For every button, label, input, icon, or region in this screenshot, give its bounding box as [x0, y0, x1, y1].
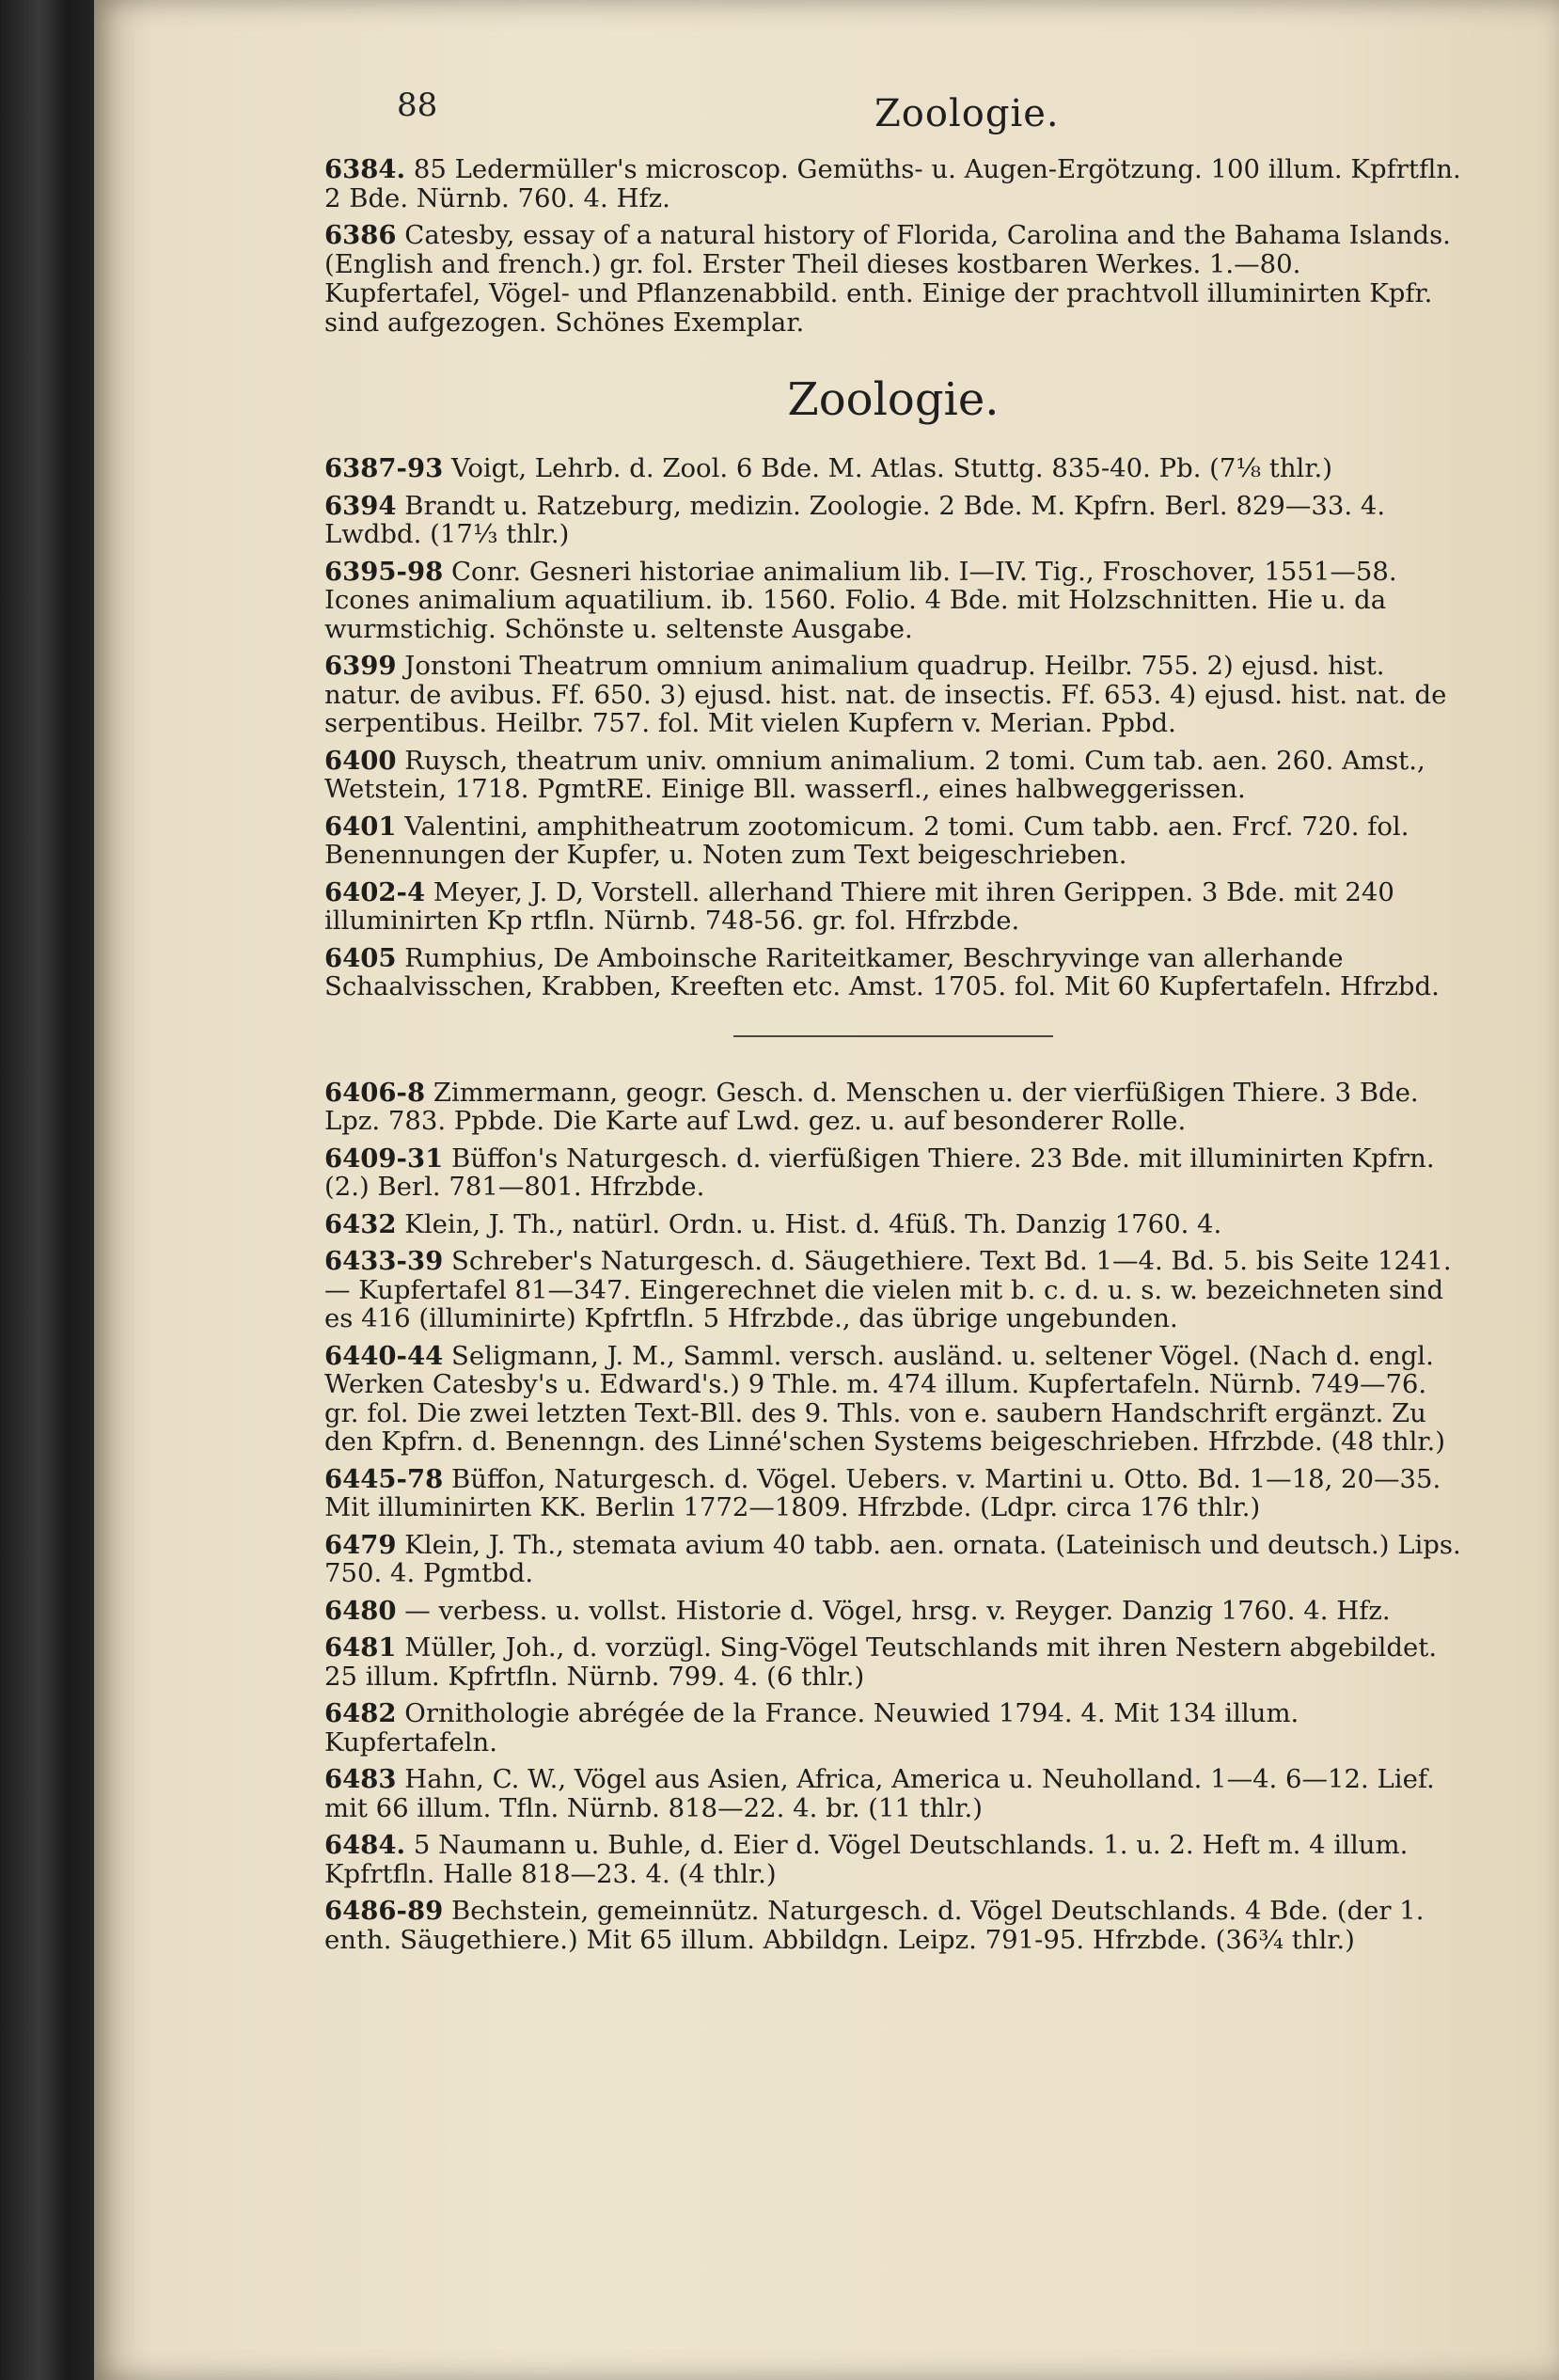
page-header	[301, 87, 1514, 143]
catalog-entry	[324, 1699, 1462, 1757]
entry-text: Valentini, amphitheatrum zootomicum. 2 tomi. Cum tabb. aen. Frcf. 720. fol. Benennungen der Kupfer, u. Noten zum Text beigeschrieben.	[324, 811, 1409, 870]
entry-number: 6480	[324, 1595, 397, 1626]
catalog-entry	[324, 1210, 1462, 1239]
section-title: Zoologie.	[787, 373, 1000, 426]
catalog-entry	[324, 155, 1462, 213]
entries-block-b	[324, 454, 1462, 1001]
catalog-entry	[324, 558, 1462, 644]
page-number: 88	[397, 87, 438, 124]
entry-text: Hahn, C. W., Vögel aus Asien, Africa, America u. Neuholland. 1—4. 6—12. Lief. mit 66 illum. Tfln. Nürnb. 818—22. 4. br. (11 thlr.)	[324, 1764, 1435, 1823]
catalog-entry	[324, 652, 1462, 738]
entry-number: 6483	[324, 1764, 397, 1794]
catalog-entry	[324, 878, 1462, 936]
entry-number: 6384.	[324, 154, 406, 184]
catalog-entry	[324, 944, 1462, 1001]
entry-number: 6394	[324, 490, 397, 521]
entry-number: 6402-4	[324, 876, 426, 907]
catalog-entry	[324, 1531, 1462, 1588]
catalog-entry	[324, 1079, 1462, 1136]
entry-text: 85 Ledermüller's microscop. Gemüths- u. Augen-Ergötzung. 100 illum. Kpfrtfln. 2 Bde. Nürnb. 760. 4. Hfz.	[324, 154, 1461, 213]
entry-number: 6399	[324, 651, 397, 681]
entry-number: 6484.	[324, 1830, 406, 1860]
catalog-entry	[324, 747, 1462, 804]
entry-number: 6400	[324, 745, 397, 776]
catalog-entry	[324, 221, 1462, 338]
entry-number: 6479	[324, 1529, 397, 1560]
entry-text: Bechstein, gemeinnütz. Naturgesch. d. Vögel Deutschlands. 4 Bde. (der 1. enth. Säugethiere.) Mit 65 illum. Abbildgn. Leipz. 791-95. Hfrzbde. (36¾ thlr.)	[324, 1896, 1425, 1955]
section-divider	[733, 1035, 1053, 1037]
catalog-entry	[324, 1465, 1462, 1522]
entry-text: Seligmann, J. M., Samml. versch. ausländ. u. seltener Vögel. (Nach d. engl. Werken Catesby's u. Edward's.) 9 Thle. m. 474 illum. Kupfertafeln. Nürnb. 749—76. gr. fol. Die zwei letzten Text-Bll. des 9. Thls. von e. saubern Handschrift ergänzt. Zu den Kpfrn. d. Benenngn. des Linné'schen Systems beigeschrieben. Hfrzbde. (48 thlr.)	[324, 1340, 1445, 1457]
entry-number: 6401	[324, 811, 397, 842]
entry-text: Müller, Joh., d. vorzügl. Sing-Vögel Teutschlands mit ihren Nestern abgebildet. 25 illum. Kpfrtfln. Nürnb. 799. 4. (6 thlr.)	[324, 1632, 1438, 1692]
catalog-entry	[324, 1144, 1462, 1202]
catalog-entry	[324, 1597, 1462, 1626]
entry-text: 5 Naumann u. Buhle, d. Eier d. Vögel Deutschlands. 1. u. 2. Heft m. 4 illum. Kpfrtfln. Halle 818—23. 4. (4 thlr.)	[324, 1830, 1409, 1889]
entry-text: Jonstoni Theatrum omnium animalium quadrup. Heilbr. 755. 2) ejusd. hist. natur. de avibus. Ff. 650. 3) ejusd. hist. nat. de insectis. Ff. 653. 4) ejusd. hist. nat. de serpentibus. Heilbr. 757. fol. Mit vielen Kupfern v. Merian. Ppbd.	[324, 651, 1447, 738]
catalog-entry	[324, 1897, 1462, 1954]
entry-number: 6406-8	[324, 1077, 426, 1108]
catalog-content	[324, 155, 1462, 1962]
entry-number: 6482	[324, 1698, 397, 1728]
entry-number: 6395-98	[324, 556, 444, 587]
entry-text: Ornithologie abrégée de la France. Neuwied 1794. 4. Mit 134 illum. Kupfertafeln.	[324, 1698, 1299, 1757]
entries-block-c	[324, 1079, 1462, 1955]
entry-text: — verbess. u. vollst. Historie d. Vögel, hrsg. v. Reyger. Danzig 1760. 4. Hfz.	[404, 1595, 1391, 1626]
catalog-entry	[324, 1342, 1462, 1457]
entry-text: Brandt u. Ratzeburg, medizin. Zoologie. 2 Bde. M. Kpfrn. Berl. 829—33. 4. Lwdbd. (17⅓ thlr.)	[324, 490, 1386, 549]
entries-block-a	[324, 155, 1462, 338]
entry-number: 6386	[324, 220, 397, 250]
entry-text: Schreber's Naturgesch. d. Säugethiere. Text Bd. 1—4. Bd. 5. bis Seite 1241. — Kupfertafel 81—347. Eingerechnet die vielen mit b. c. d. u. s. w. bezeichneten sind es 416 (illuminirte) Kpfrtfln. 5 Hfrzbde., das übrige ungebunden.	[324, 1246, 1452, 1333]
entry-text: Zimmermann, geogr. Gesch. d. Menschen u. der vierfüßigen Thiere. 3 Bde. Lpz. 783. Ppbde. Die Karte auf Lwd. gez. u. auf besonderer Rolle.	[324, 1077, 1419, 1136]
entry-text: Meyer, J. D, Vorstell. allerhand Thiere mit ihren Gerippen. 3 Bde. mit 240 illuminirten Kp rtfln. Nürnb. 748-56. gr. fol. Hfrzbde.	[324, 876, 1394, 936]
catalog-entry	[324, 1247, 1462, 1333]
catalog-entry	[324, 1831, 1462, 1888]
entry-text: Voigt, Lehrb. d. Zool. 6 Bde. M. Atlas. Stuttg. 835-40. Pb. (7⅛ thlr.)	[450, 453, 1332, 483]
entry-number: 6486-89	[324, 1896, 444, 1926]
running-title: Zoologie.	[874, 92, 1060, 135]
entry-number: 6432	[324, 1208, 397, 1239]
entry-number: 6481	[324, 1632, 397, 1663]
entry-number: 6405	[324, 942, 397, 973]
entry-text: Büffon's Naturgesch. d. vierfüßigen Thiere. 23 Bde. mit illuminirten Kpfrn. (2.) Berl. 781—801. Hfrzbde.	[324, 1143, 1435, 1202]
entry-number: 6445-78	[324, 1463, 444, 1494]
entry-number: 6409-31	[324, 1143, 444, 1174]
entry-text: Rumphius, De Amboinsche Rariteitkamer, Beschryvinge van allerhande Schaalvisschen, Krabben, Kreeften etc. Amst. 1705. fol. Mit 60 Kupfertafeln. Hfrzbd.	[324, 942, 1440, 1001]
catalog-entry	[324, 812, 1462, 870]
entry-text: Klein, J. Th., natürl. Ordn. u. Hist. d. 4füß. Th. Danzig 1760. 4.	[404, 1208, 1222, 1239]
entry-text: Büffon, Naturgesch. d. Vögel. Uebers. v. Martini u. Otto. Bd. 1—18, 20—35. Mit illuminirten KK. Berlin 1772—1809. Hfrzbde. (Ldpr. circa 176 thlr.)	[324, 1463, 1441, 1522]
entry-text: Conr. Gesneri historiae animalium lib. I—IV. Tig., Froschover, 1551—58. Icones animalium aquatilium. ib. 1560. Folio. 4 Bde. mit Holzschnitten. Hie u. da wurmstichig. Schönste u. seltenste Ausgabe.	[324, 556, 1397, 644]
catalog-entry	[324, 454, 1462, 483]
entry-number: 6440-44	[324, 1340, 444, 1371]
catalog-entry	[324, 492, 1462, 549]
catalog-entry	[324, 1633, 1462, 1691]
entry-number: 6433-39	[324, 1246, 444, 1276]
entry-text: Klein, J. Th., stemata avium 40 tabb. aen. ornata. (Lateinisch und deutsch.) Lips. 750. 4. Pgmtbd.	[324, 1529, 1461, 1588]
catalog-entry	[324, 1765, 1462, 1822]
entry-text: Ruysch, theatrum univ. omnium animalium. 2 tomi. Cum tab. aen. 260. Amst., Wetstein, 1718. PgmtRE. Einige Bll. wasserfl., eines halbweggerissen.	[324, 745, 1425, 804]
entry-number: 6387-93	[324, 453, 444, 483]
entry-text: Catesby, essay of a natural history of Florida, Carolina and the Bahama Islands. (English and french.) gr. fol. Erster Theil dieses kostbaren Werkes. 1.—80. Kupfertafel, Vögel- und Pflanzenabbild. enth. Einige der prachtvoll illuminirten Kpfr. sind aufgezogen. Schönes Exemplar.	[324, 220, 1451, 338]
